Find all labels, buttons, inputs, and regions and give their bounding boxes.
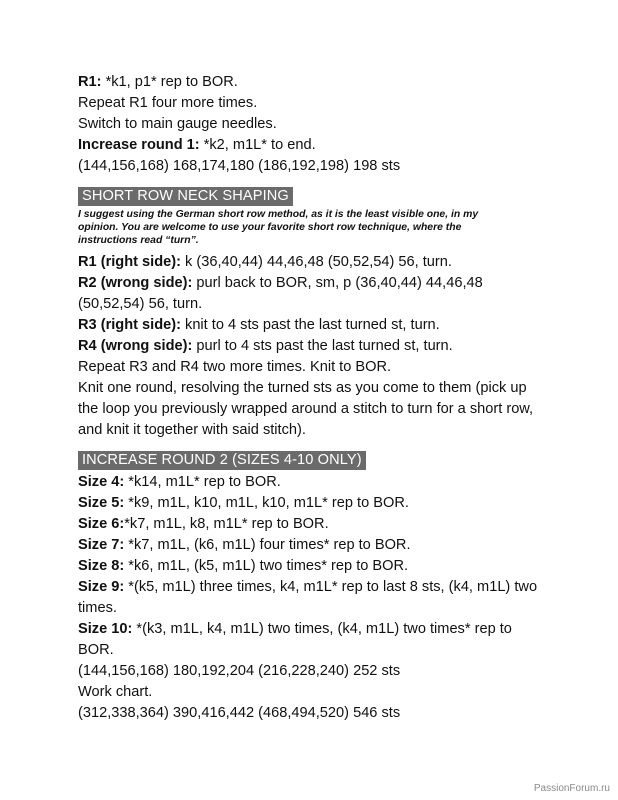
text-line: Size 9: *(k5, m1L) three times, k4, m1L* rep to last 8 sts, (k4, m1L) two times. <box>78 579 538 616</box>
text-line: Work chart. <box>78 684 153 700</box>
text-line: R1 (right side): k (36,40,44) 44,46,48 (50,52,54) 56, turn. <box>78 254 452 270</box>
text-line: R2 (wrong side): purl back to BOR, sm, p (36,40,44) 44,46,48 (50,52,54) 56, turn. <box>78 275 483 312</box>
section-increase-round-2 <box>78 447 548 724</box>
stitch-count: (144,156,168) 168,174,180 (186,192,198) 198 sts <box>78 158 401 174</box>
method-note: I suggest using the German short row method, as it is the least visible one, in my opinion. You are welcome to use your favorite short row technique, where the instructions read “turn”. <box>78 209 479 246</box>
watermark: PassionForum.ru <box>533 783 610 794</box>
document-page <box>78 72 548 724</box>
text-line: Size 4: *k14, m1L* rep to BOR. <box>78 474 281 490</box>
section-ribbing <box>78 72 548 177</box>
text-line: R1: *k1, p1* rep to BOR. <box>78 74 238 90</box>
section-heading: SHORT ROW NECK SHAPING <box>78 187 293 206</box>
stitch-count: (144,156,168) 180,192,204 (216,228,240) 252 sts <box>78 663 401 679</box>
section-heading: INCREASE ROUND 2 (SIZES 4-10 ONLY) <box>78 451 366 470</box>
text-line: Size 10: *(k3, m1L, k4, m1L) two times, (k4, m1L) two times* rep to BOR. <box>78 621 512 658</box>
section-short-row <box>78 183 548 441</box>
text-line: R3 (right side): knit to 4 sts past the last turned st, turn. <box>78 317 440 333</box>
text-line: R4 (wrong side): purl to 4 sts past the last turned st, turn. <box>78 338 453 354</box>
text-line: Size 5: *k9, m1L, k10, m1L, k10, m1L* rep to BOR. <box>78 495 409 511</box>
text-line: Repeat R3 and R4 two more times. Knit to BOR. <box>78 359 392 375</box>
text-line: Size 6:*k7, m1L, k8, m1L* rep to BOR. <box>78 516 329 532</box>
text-line: Repeat R1 four more times. <box>78 95 258 111</box>
text-line: Size 7: *k7, m1L, (k6, m1L) four times* rep to BOR. <box>78 537 411 553</box>
text-line: Knit one round, resolving the turned sts as you come to them (pick up the loop you previously wrapped around a stitch to turn for a short row, and knit it together with said stitch). <box>78 380 534 438</box>
text-line: Increase round 1: *k2, m1L* to end. <box>78 137 316 153</box>
text-line: Switch to main gauge needles. <box>78 116 277 132</box>
stitch-count: (312,338,364) 390,416,442 (468,494,520) 546 sts <box>78 705 401 721</box>
text-line: Size 8: *k6, m1L, (k5, m1L) two times* rep to BOR. <box>78 558 409 574</box>
